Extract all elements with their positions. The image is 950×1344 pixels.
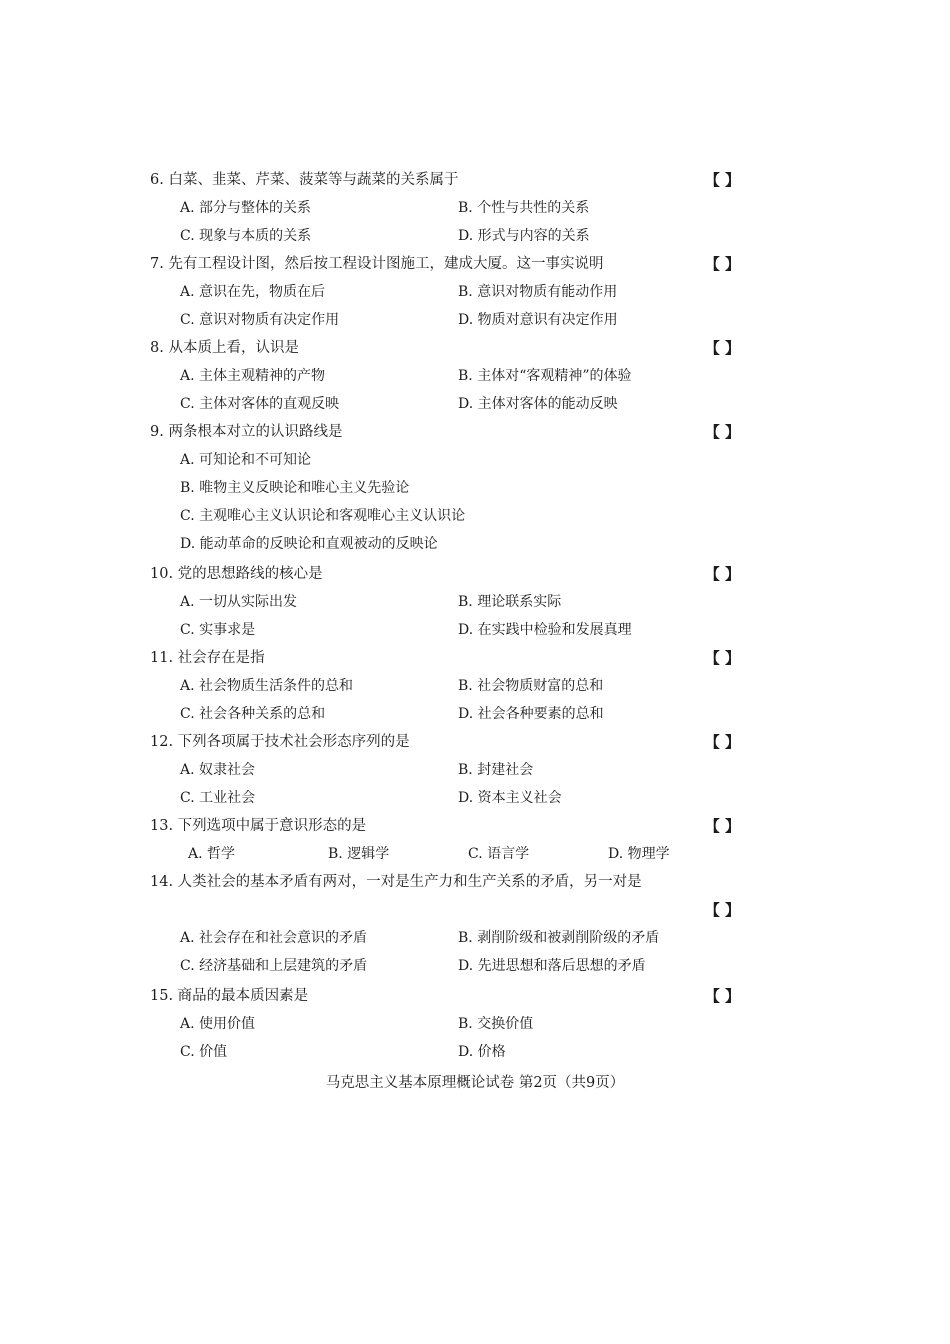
question-stem: 9. 两条根本对立的认识路线是 【 】 <box>150 418 740 446</box>
answer-bracket: 【 】 <box>704 817 740 835</box>
question-12 <box>150 728 740 812</box>
option-a: A. 可知论和不可知论 <box>180 452 312 468</box>
option-d: D. 价格 <box>458 1044 506 1060</box>
option-c: C. 工业社会 <box>180 790 256 806</box>
question-14 <box>150 868 740 980</box>
answer-bracket: 【 】 <box>704 339 740 357</box>
answer-bracket: 【 】 <box>704 171 740 189</box>
option-d: D. 先进思想和落后思想的矛盾 <box>458 958 646 974</box>
question-stem: 13. 下列选项中属于意识形态的是 【 】 <box>150 812 740 840</box>
question-stem: 10. 党的思想路线的核心是 【 】 <box>150 560 740 588</box>
option-a: A. 哲学 <box>188 846 236 862</box>
option-b: B. 主体对“客观精神”的体验 <box>458 368 632 384</box>
question-stem: 8. 从本质上看，认识是 【 】 <box>150 334 740 362</box>
option-a: A. 部分与整体的关系 <box>180 200 312 216</box>
option-b: B. 逻辑学 <box>328 846 390 862</box>
question-stem: 7. 先有工程设计图，然后按工程设计图施工，建成大厦。这一事实说明 【 】 <box>150 250 740 278</box>
option-a: A. 主体主观精神的产物 <box>180 368 326 384</box>
option-c: C. 价值 <box>180 1044 228 1060</box>
question-stem: 14. 人类社会的基本矛盾有两对，一对是生产力和生产关系的矛盾，另一对是 <box>150 874 642 890</box>
answer-bracket: 【 】 <box>704 649 740 667</box>
question-11 <box>150 644 740 728</box>
option-a: A. 社会物质生活条件的总和 <box>180 678 354 694</box>
option-d: D. 资本主义社会 <box>458 790 562 806</box>
question-stem: 15. 商品的最本质因素是 【 】 <box>150 982 740 1010</box>
option-d: D. 主体对客体的能动反映 <box>458 396 618 412</box>
option-a: A. 社会存在和社会意识的矛盾 <box>180 930 368 946</box>
option-c: C. 语言学 <box>468 846 530 862</box>
option-b: B. 社会物质财富的总和 <box>458 678 604 694</box>
option-c: C. 经济基础和上层建筑的矛盾 <box>180 958 368 974</box>
question-7 <box>150 250 740 334</box>
option-c: C. 意识对物质有决定作用 <box>180 312 340 328</box>
option-c: C. 主观唯心主义认识论和客观唯心主义认识论 <box>180 508 466 524</box>
option-d: D. 社会各种要素的总和 <box>458 706 604 722</box>
option-c: C. 实事求是 <box>180 622 256 638</box>
answer-bracket: 【 】 <box>704 565 740 583</box>
answer-bracket: 【 】 <box>704 733 740 751</box>
option-d: D. 物质对意识有决定作用 <box>458 312 618 328</box>
question-8 <box>150 334 740 418</box>
option-a: A. 奴隶社会 <box>180 762 256 778</box>
question-stem: 12. 下列各项属于技术社会形态序列的是 【 】 <box>150 728 740 756</box>
option-b: B. 剥削阶级和被剥削阶级的矛盾 <box>458 930 660 946</box>
option-d: D. 物理学 <box>608 846 670 862</box>
option-d: D. 能动革命的反映论和直观被动的反映论 <box>180 536 438 552</box>
option-c: C. 主体对客体的直观反映 <box>180 396 340 412</box>
option-b: B. 理论联系实际 <box>458 594 562 610</box>
option-a: A. 一切从实际出发 <box>180 594 298 610</box>
question-9 <box>150 418 740 558</box>
option-c: C. 现象与本质的关系 <box>180 228 312 244</box>
option-d: D. 形式与内容的关系 <box>458 228 590 244</box>
question-6 <box>150 166 740 250</box>
option-b: B. 交换价值 <box>458 1016 534 1032</box>
answer-bracket: 【 】 <box>704 987 740 1005</box>
answer-bracket: 【 】 <box>704 901 740 919</box>
option-b: B. 封建社会 <box>458 762 534 778</box>
answer-bracket: 【 】 <box>704 255 740 273</box>
option-d: D. 在实践中检验和发展真理 <box>458 622 632 638</box>
option-b: B. 唯物主义反映论和唯心主义先验论 <box>180 480 410 496</box>
option-a: A. 意识在先，物质在后 <box>180 284 326 300</box>
question-13 <box>150 812 740 868</box>
option-b: B. 个性与共性的关系 <box>458 200 590 216</box>
option-c: C. 社会各种关系的总和 <box>180 706 326 722</box>
page-footer: 马克思主义基本原理概论试卷 第2页（共9页） <box>325 1075 625 1091</box>
answer-bracket: 【 】 <box>704 423 740 441</box>
option-b: B. 意识对物质有能动作用 <box>458 284 618 300</box>
question-15 <box>150 982 740 1066</box>
question-stem: 6. 白菜、韭菜、芹菜、菠菜等与蔬菜的关系属于 【 】 <box>150 166 740 194</box>
question-10 <box>150 560 740 644</box>
question-stem: 11. 社会存在是指 【 】 <box>150 644 740 672</box>
option-a: A. 使用价值 <box>180 1016 256 1032</box>
